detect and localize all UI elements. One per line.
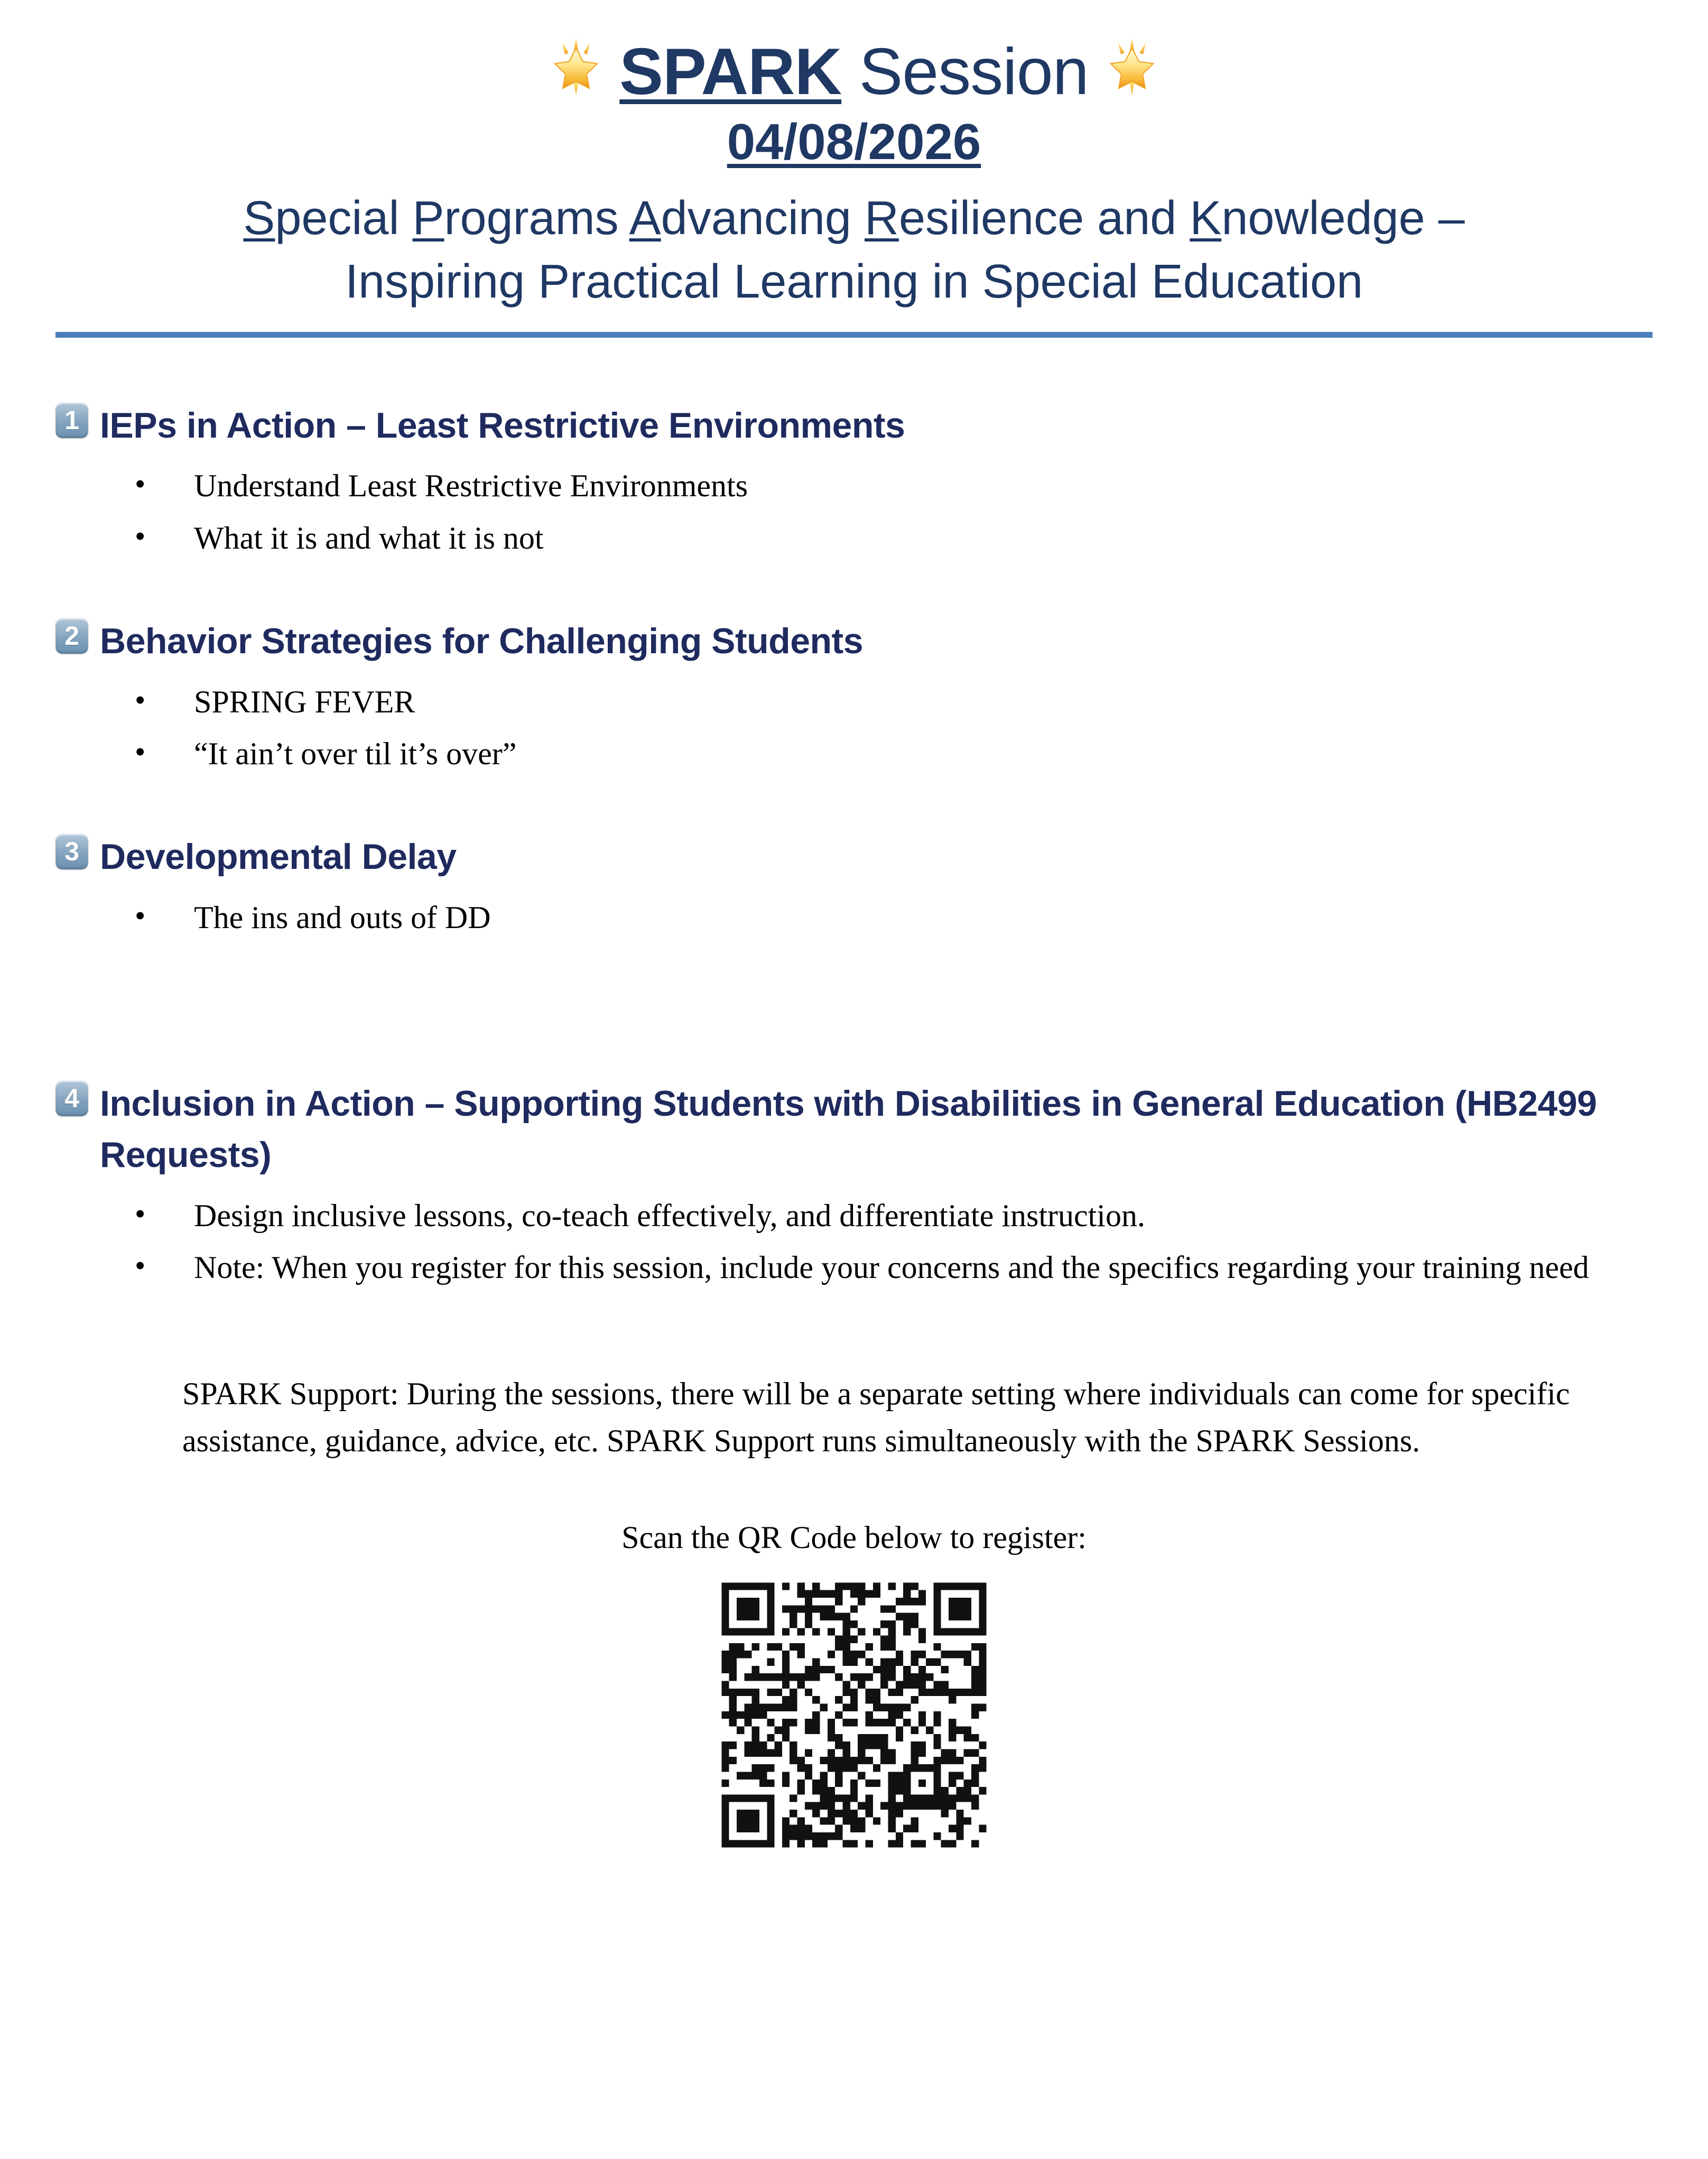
subtitle-line-2: Inspiring Practical Learning in Special Education — [345, 255, 1363, 309]
qr-code-icon[interactable] — [714, 1575, 994, 1855]
session-item-1 — [55, 400, 1653, 562]
page-title — [0, 37, 1708, 107]
keycap-1-icon: 1 — [55, 402, 88, 438]
qr-caption: Scan the QR Code below to register: — [621, 1519, 1087, 1555]
title-spark-word: SPARK — [619, 35, 842, 108]
session-bullets-1 — [55, 462, 1653, 562]
spacer — [55, 1296, 1653, 1370]
session-title-2: Behavior Strategies for Challenging Students — [100, 620, 864, 661]
list-item: • The ins and outs of DD — [135, 894, 1653, 941]
title-session-word: Session — [841, 35, 1089, 108]
qr-code-container — [55, 1575, 1653, 1855]
list-item: • What it is and what it is not — [135, 515, 1653, 562]
spacer — [55, 567, 1653, 616]
session-header-3 — [55, 831, 1653, 883]
list-item: • “It ain’t over til it’s over” — [135, 730, 1653, 777]
spacer — [55, 783, 1653, 831]
acronym-part-r: Resilience and — [864, 192, 1190, 245]
glowing-star-icon — [1102, 37, 1162, 96]
session-item-2 — [55, 616, 1653, 777]
session-bullets-4 — [55, 1192, 1653, 1292]
session-title-4: Inclusion in Action – Supporting Students with Disabilities in General Education (HB2499 Requests) — [100, 1083, 1597, 1175]
session-bullets-3 — [55, 894, 1653, 941]
session-date: 04/08/2026 — [727, 114, 981, 171]
list-item: • Note: When you register for this session, include your concerns and the specifics regarding your training need — [135, 1244, 1653, 1291]
list-item: • SPRING FEVER — [135, 679, 1653, 726]
list-item: • Design inclusive lessons, co-teach effectively, and differentiate instruction. — [135, 1192, 1653, 1239]
acronym-letter-p: P — [412, 192, 444, 245]
list-item: • Understand Least Restrictive Environments — [135, 462, 1653, 509]
acronym-part-a: Advancing — [629, 192, 865, 245]
session-header-1 — [55, 400, 1653, 451]
session-list — [0, 400, 1708, 1855]
session-item-4 — [55, 1078, 1653, 1291]
acronym-letter-a: A — [629, 192, 661, 245]
header-divider — [55, 332, 1653, 338]
session-header-4 — [55, 1078, 1653, 1180]
glowing-star-icon — [546, 37, 606, 96]
keycap-2-icon: 2 — [55, 618, 88, 654]
acronym-part-k: Knowledge – — [1190, 192, 1465, 245]
spacer — [55, 946, 1653, 1078]
session-bullets-2 — [55, 679, 1653, 778]
session-item-3 — [55, 831, 1653, 941]
document-header — [0, 0, 1708, 338]
acronym-letter-k: K — [1190, 192, 1222, 245]
subtitle-line-1 — [0, 187, 1708, 251]
acronym-part-s: Special — [243, 192, 413, 245]
keycap-4-icon: 4 — [55, 1080, 88, 1116]
session-title-1: IEPs in Action – Least Restrictive Environments — [100, 405, 905, 446]
subtitle-acronym — [0, 187, 1708, 313]
acronym-letter-r: R — [864, 192, 899, 245]
acronym-letter-s: S — [243, 192, 275, 245]
spark-support-paragraph: SPARK Support: During the sessions, there will be a separate setting where individuals can come for specific assistance, guidance, advice, etc. SPARK Support runs simultaneously with the SPARK Sessions. — [182, 1376, 1570, 1458]
acronym-part-p: Programs — [412, 192, 629, 245]
session-header-2 — [55, 616, 1653, 667]
session-title-3: Developmental Delay — [100, 837, 457, 877]
keycap-3-icon: 3 — [55, 833, 88, 869]
